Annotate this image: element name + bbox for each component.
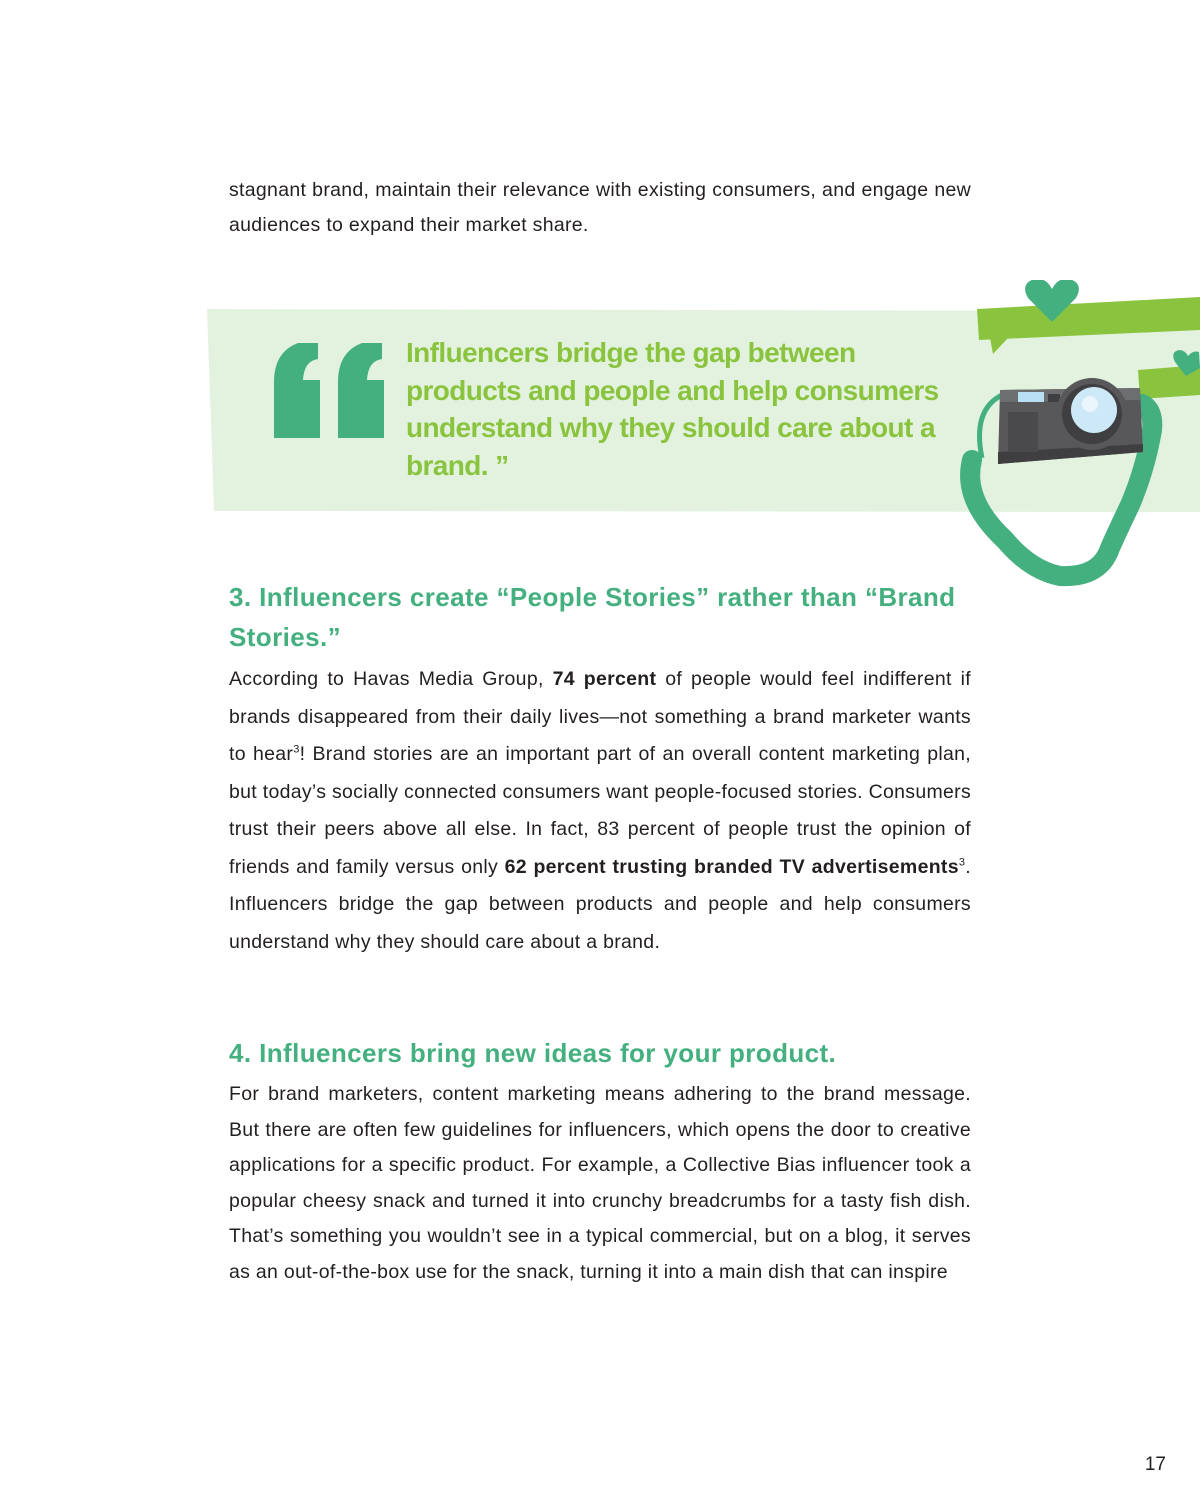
- footnote-ref: 3: [958, 856, 966, 868]
- stat-62-percent: 62 percent trusting branded TV advertisements: [504, 855, 959, 878]
- section-3-paragraph: [229, 661, 971, 961]
- section-3-heading: 3. Influencers create “People Stories” rather than “Brand Stories.”: [229, 582, 956, 652]
- section-4-heading: 4. Influencers bring new ideas for your product.: [229, 1038, 837, 1068]
- section-3-text: of people would feel indifferent if brands disappeared from their daily lives—not something a brand marketer wants to hear: [229, 668, 971, 765]
- section-4-paragraph: For brand marketers, content marketing means adhering to the brand message. But there are often few guidelines for influencers, which opens the door to creative applications for a specific product. For example, a Collective Bias influencer took a popular cheesy snack and turned it into crunchy breadcrumbs for a tasty fish dish. That’s something you wouldn’t see in a typical commercial, but on a blog, it serves as an out-of-the-box use for the snack, turning it into a main dish that can inspire: [229, 1083, 971, 1283]
- pull-quote: Influencers bridge the gap between products and people and help consumers understand why they should care about a brand. ”: [406, 337, 939, 481]
- page-number: 17: [1144, 1454, 1166, 1475]
- footnote-ref: 3: [293, 743, 300, 756]
- intro-paragraph: stagnant brand, maintain their relevance with existing consumers, and engage new audiences to expand their market share.: [229, 179, 971, 236]
- section-3-text: According to Havas Media Group,: [229, 668, 553, 690]
- section-3-text: . Influencers bridge the gap between products and people and help consumers understand why they should care about a brand.: [229, 855, 971, 953]
- section-3-text: ! Brand stories are an important part of an overall content marketing plan, but today’s socially connected consumers want people-focused stories. Consumers trust their peers above all else. In fact, 83 percent of people trust the opinion of friends and family versus only: [229, 743, 972, 878]
- stat-74-percent: 74 percent: [552, 668, 657, 690]
